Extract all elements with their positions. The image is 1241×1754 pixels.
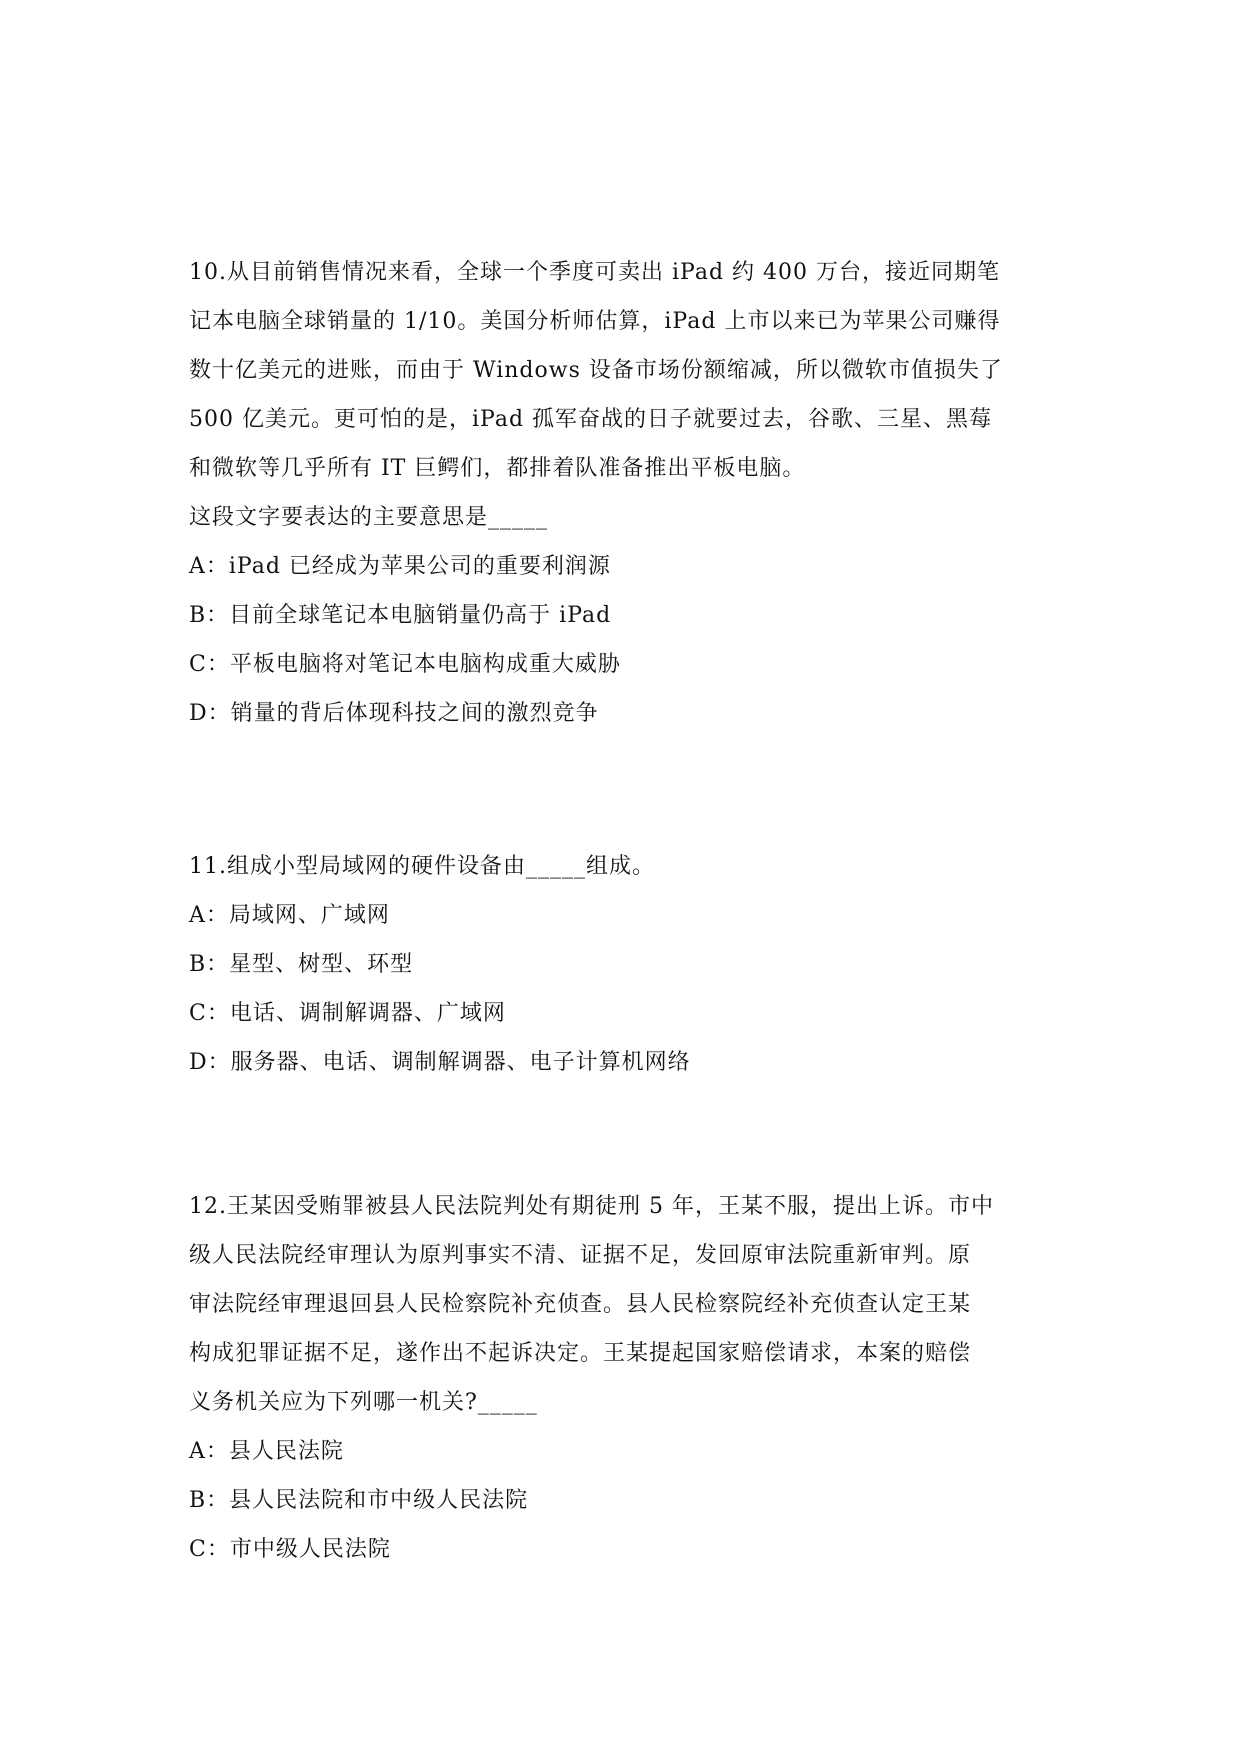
option-d: D：销量的背后体现科技之间的激烈竞争 — [189, 701, 599, 726]
question-stem-line: 10.从目前销售情况来看，全球一个季度可卖出 iPad 约 400 万台，接近同期笔 — [189, 260, 1001, 285]
option-a: A：县人民法院 — [189, 1439, 344, 1464]
question-stem-line: 构成犯罪证据不足，遂作出不起诉决定。王某提起国家赔偿请求，本案的赔偿 — [189, 1341, 972, 1366]
option-c: C：电话、调制解调器、广域网 — [189, 1001, 506, 1026]
question-stem-line: 审法院经审理退回县人民检察院补充侦查。县人民检察院经补充侦查认定王某 — [189, 1292, 972, 1317]
question-stem-line: 和微软等几乎所有 IT 巨鳄们，都排着队准备推出平板电脑。 — [189, 456, 806, 481]
question-stem-line: 11.组成小型局域网的硬件设备由_____组成。 — [189, 854, 655, 879]
option-c: C：平板电脑将对笔记本电脑构成重大威胁 — [189, 652, 621, 677]
option-a: A：局域网、广域网 — [189, 903, 390, 928]
option-a: A：iPad 已经成为苹果公司的重要利润源 — [189, 554, 611, 579]
question-prompt: 这段文字要表达的主要意思是_____ — [189, 505, 549, 530]
question-stem-line: 级人民法院经审理认为原判事实不清、证据不足，发回原审法院重新审判。原 — [189, 1243, 972, 1268]
option-c: C：市中级人民法院 — [189, 1537, 391, 1562]
option-d: D：服务器、电话、调制解调器、电子计算机网络 — [189, 1050, 691, 1075]
question-12 — [189, 1182, 1059, 1574]
question-prompt: 义务机关应为下列哪一机关?_____ — [189, 1390, 538, 1415]
question-11 — [189, 842, 1059, 1087]
question-10 — [189, 248, 1059, 738]
option-b: B：星型、树型、环型 — [189, 952, 414, 977]
option-b: B：县人民法院和市中级人民法院 — [189, 1488, 529, 1513]
option-b: B：目前全球笔记本电脑销量仍高于 iPad — [189, 603, 612, 628]
question-stem-line: 数十亿美元的进账，而由于 Windows 设备市场份额缩减，所以微软市值损失了 — [189, 358, 1003, 383]
question-stem-line: 记本电脑全球销量的 1/10。美国分析师估算，iPad 上市以来已为苹果公司赚得 — [189, 309, 1001, 334]
question-stem-line: 12.王某因受贿罪被县人民法院判处有期徒刑 5 年，王某不服，提出上诉。市中 — [189, 1194, 994, 1219]
question-stem-line: 500 亿美元。更可怕的是，iPad 孤军奋战的日子就要过去，谷歌、三星、黑莓 — [189, 407, 993, 432]
